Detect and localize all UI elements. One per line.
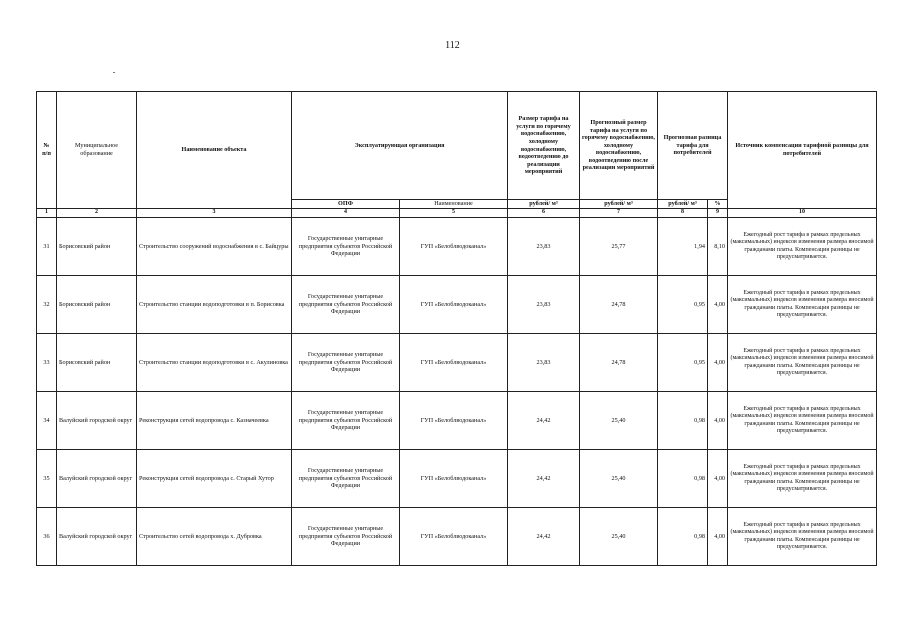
header-object: Наименование объекта [137,92,292,209]
diff-rub-cell: 0,95 [658,334,708,392]
diff-rub-cell: 0,98 [658,508,708,566]
object-name-cell: Строительство сетей водопровода х. Дубровка [137,508,292,566]
row-number: 35 [37,450,57,508]
row-number: 32 [37,276,57,334]
opf-cell: Государственные унитарные предприятия субъектов Российской Федерации [292,392,400,450]
compensation-source-cell: Ежегодный рост тарифа в рамках предельных (максимальных) индексов изменения размера вносимой гражданами платы. Компенсация разницы не предусматривается. [728,334,877,392]
diff-percent-cell: 8,10 [708,218,728,276]
object-name-cell: Строительство станции водоподготовки в п. Борисовка [137,276,292,334]
operator-name-cell: ГУП «Белоблводоканал» [400,392,508,450]
municipality-cell: Борисовский район [57,334,137,392]
row-number: 33 [37,334,57,392]
diff-percent-cell: 4,00 [708,334,728,392]
operator-name-cell: ГУП «Белоблводоканал» [400,218,508,276]
row-number: 31 [37,218,57,276]
diff-rub-cell: 0,95 [658,276,708,334]
column-numbers-row [37,209,877,218]
header-unit-3: рублей/ м³ [658,200,708,209]
diff-rub-cell: 0,98 [658,450,708,508]
column-number: 4 [292,209,400,218]
operator-name-cell: ГУП «Белоблводоканал» [400,276,508,334]
table-body [37,218,877,566]
tariff-forecast-cell: 25,40 [580,508,658,566]
tariff-current-cell: 24,42 [508,450,580,508]
column-number: 3 [137,209,292,218]
column-number: 6 [508,209,580,218]
diff-rub-cell: 1,94 [658,218,708,276]
object-name-cell: Реконструкция сетей водопровода с. Старый Хутор [137,450,292,508]
municipality-cell: Борисовский район [57,276,137,334]
compensation-source-cell: Ежегодный рост тарифа в рамках предельных (максимальных) индексов изменения размера вносимой гражданами платы. Компенсация разницы не предусматривается. [728,392,877,450]
opf-cell: Государственные унитарные предприятия субъектов Российской Федерации [292,450,400,508]
tariff-forecast-cell: 25,40 [580,450,658,508]
header-diff: Прогнозная разница тарифа для потребителей [658,92,728,200]
operator-name-cell: ГУП «Белоблводоканал» [400,508,508,566]
header-name: Наименование [400,200,508,209]
header-tariff-forecast: Прогнозный размер тарифа на услуги по горячему водоснабжению, холодному водоснабжению, водоотведению после реализации мероприятий [580,92,658,200]
page-number: 112 [445,40,460,51]
column-number: 5 [400,209,508,218]
row-number: 34 [37,392,57,450]
tariff-forecast-cell: 24,78 [580,276,658,334]
header-operator: Эксплуатирующая организация [292,92,508,200]
compensation-source-cell: Ежегодный рост тарифа в рамках предельных (максимальных) индексов изменения размера вносимой гражданами платы. Компенсация разницы не предусматривается. [728,218,877,276]
municipality-cell: Валуйский городской округ [57,508,137,566]
object-name-cell: Строительство сооружений водоснабжения в с. Байцуры [137,218,292,276]
opf-cell: Государственные унитарные предприятия субъектов Российской Федерации [292,508,400,566]
municipality-cell: Валуйский городской округ [57,392,137,450]
diff-rub-cell: 0,98 [658,392,708,450]
header-tariff-now: Размер тарифа на услуги по горячему водоснабжению, холодному водоснабжению, водоотведению до реализации мероприятий [508,92,580,200]
scan-mark [113,72,115,73]
object-name-cell: Реконструкция сетей водопровода с. Казначеевка [137,392,292,450]
column-number: 8 [658,209,708,218]
tariff-forecast-cell: 25,77 [580,218,658,276]
table-row [37,450,877,508]
opf-cell: Государственные унитарные предприятия субъектов Российской Федерации [292,334,400,392]
tariff-current-cell: 24,42 [508,508,580,566]
diff-percent-cell: 4,00 [708,392,728,450]
municipality-cell: Валуйский городской округ [57,450,137,508]
header-source: Источник компенсации тарифной разницы для потребителей [728,92,877,209]
tariff-table [36,91,877,566]
header-unit-1: рублей/ м³ [508,200,580,209]
diff-percent-cell: 4,00 [708,276,728,334]
operator-name-cell: ГУП «Белоблводоканал» [400,450,508,508]
table-row [37,334,877,392]
tariff-current-cell: 24,42 [508,392,580,450]
table-row [37,218,877,276]
opf-cell: Государственные унитарные предприятия субъектов Российской Федерации [292,276,400,334]
tariff-current-cell: 23,83 [508,276,580,334]
table-row [37,276,877,334]
column-number: 2 [57,209,137,218]
header-municipality: Муниципальное образование [57,92,137,209]
header-unit-2: рублей/ м³ [580,200,658,209]
table-row [37,392,877,450]
tariff-forecast-cell: 25,40 [580,392,658,450]
table-row [37,508,877,566]
header-opf: ОПФ [292,200,400,209]
column-number: 9 [708,209,728,218]
operator-name-cell: ГУП «Белоблводоканал» [400,334,508,392]
diff-percent-cell: 4,00 [708,450,728,508]
column-number: 7 [580,209,658,218]
header-num: № п/п [37,92,57,209]
diff-percent-cell: 4,00 [708,508,728,566]
municipality-cell: Борисовский район [57,218,137,276]
opf-cell: Государственные унитарные предприятия субъектов Российской Федерации [292,218,400,276]
object-name-cell: Строительство станции водоподготовки в с. Акулиновка [137,334,292,392]
header-percent: % [708,200,728,209]
column-number: 10 [728,209,877,218]
column-number: 1 [37,209,57,218]
compensation-source-cell: Ежегодный рост тарифа в рамках предельных (максимальных) индексов изменения размера вносимой гражданами платы. Компенсация разницы не предусматривается. [728,276,877,334]
tariff-forecast-cell: 24,78 [580,334,658,392]
compensation-source-cell: Ежегодный рост тарифа в рамках предельных (максимальных) индексов изменения размера вносимой гражданами платы. Компенсация разницы не предусматривается. [728,450,877,508]
tariff-current-cell: 23,83 [508,334,580,392]
compensation-source-cell: Ежегодный рост тарифа в рамках предельных (максимальных) индексов изменения размера вносимой гражданами платы. Компенсация разницы не предусматривается. [728,508,877,566]
tariff-current-cell: 23,83 [508,218,580,276]
row-number: 36 [37,508,57,566]
